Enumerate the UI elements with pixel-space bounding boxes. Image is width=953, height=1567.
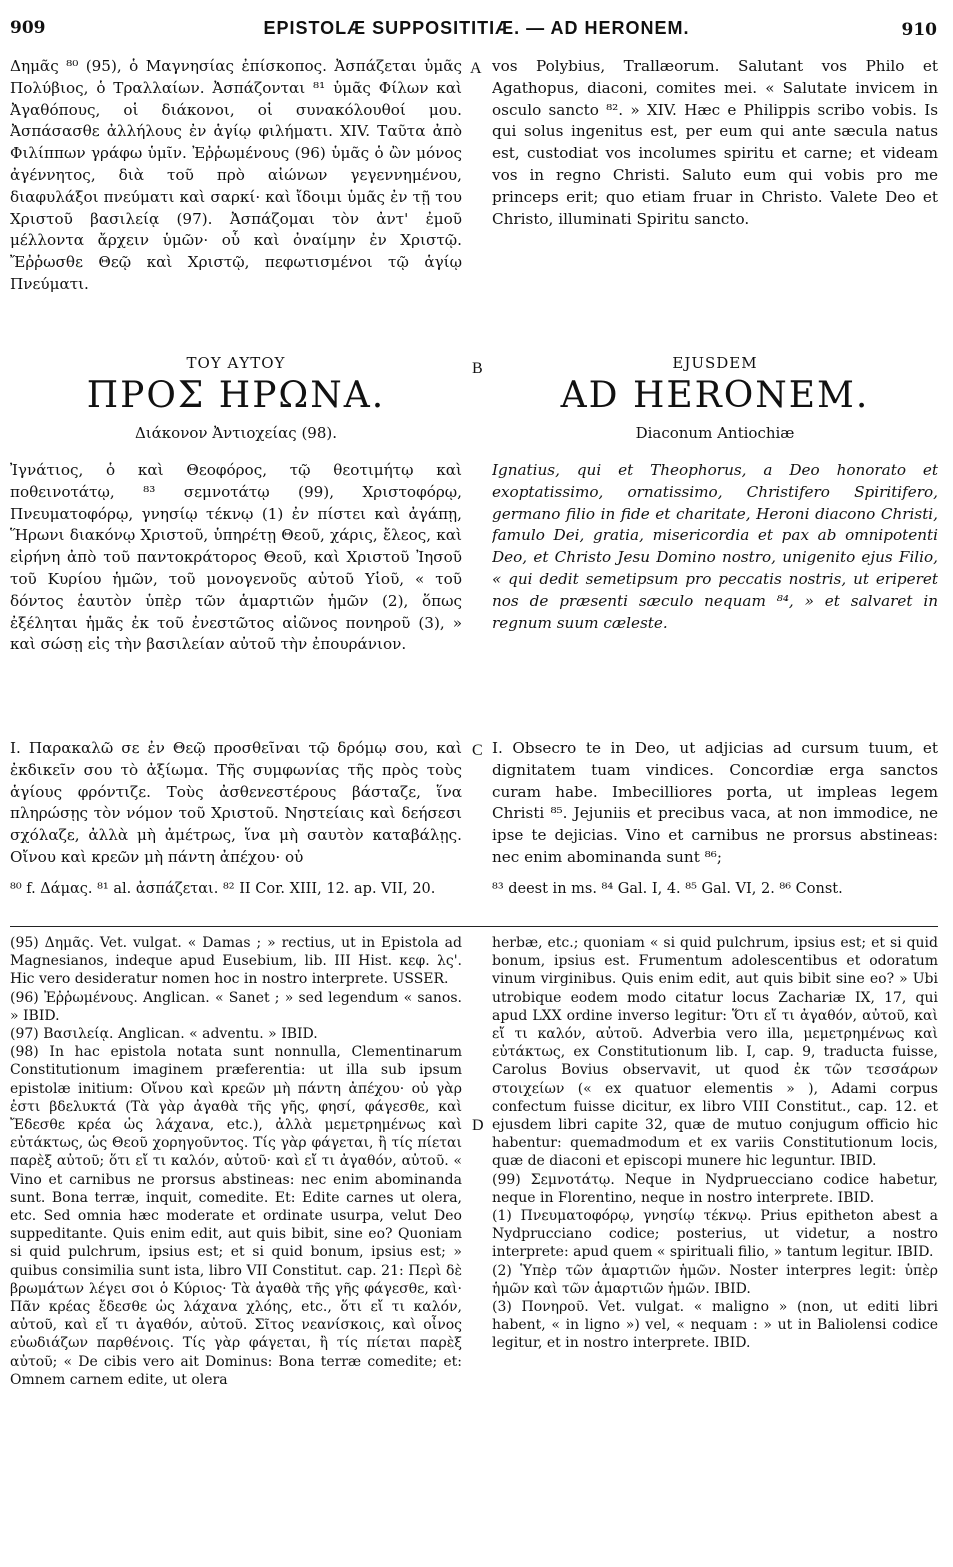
latin-chapter-1-text: I. Obsecro te in Deo, ut adjicias ad cursum tuum, et dignitatem tuam vindices. Concordiæ erga sanctos curam habe. Imbecilliores porta, ut impleas legem Christi ⁸⁵. Jejuniis et precibus vaca, at non immodice, ne ipse te dejicias. Vino et carnibus ne prorsus abstineas: nec enim abominanda sunt ⁸⁶;: [492, 739, 938, 866]
note-3: (3) Πονηροῦ. Vet. vulgat. « maligno » (non, ut editi libri habent, « in ligno ») vel, « nequam : » ut in Baliolensi codice legitur, et in nostro interprete. IBID.: [492, 1299, 938, 1352]
top-latin-paragraph: vos Polybius, Trallæorum. Salutant vos Philo et Agathopus, diaconi, comites mei. « Salutate invicem in osculo sancto ⁸². » XIV. Hæc e Philippis scribo vobis. Is qui solus ingenitus est, per eum qui ante sæcula natus est, custodiat vos incolumes spiritu et carne; et videam vos in regno Christi. Saluto eum qui vobis pro me princeps erit; quo etiam fruar in Christo. Valete Deo et Christo, illuminati Spiritu sancto.: [492, 57, 938, 228]
note-2: (2) Ὑπὲρ τῶν ἁμαρτιῶν ἡμῶν. Noster interpres legit: ὑπὲρ ἡμῶν καὶ τῶν ἁμαρτιῶν ἡμῶν. IBID.: [492, 1262, 938, 1297]
footnotes-left: ⁸⁰ f. Δάμας. ⁸¹ al. ἀσπάζεται. ⁸² II Cor. XIII, 12. ap. VII, 20.: [10, 881, 436, 897]
greek-salutation: [10, 460, 462, 722]
note-96: (96) Ἐῤῥωμένους. Anglican. « Sanet ; » sed legendum « sanos. » IBID.: [10, 989, 462, 1024]
latin-chapter-1: [492, 738, 938, 874]
margin-marker-a: A: [470, 60, 482, 77]
page-number-right: 910: [901, 20, 937, 40]
latin-salutation-text: Ignatius, qui et Theophorus, a Deo honorato et exoptatissimo, ornatissimo, Christifero Spiritifero, germano filio in fide et charitate, Heroni diacono Christi, famulo Dei, gratia, misericordia et pax ab omnipotenti Deo, et Christo Jesu Domino nostro, unigenito ejus Filio, « qui dedit semetipsum pro peccatis nostris, ut eriperet nos de præsenti sæculo nequam ⁸⁴, » et salvaret in regnum suum cæleste.: [492, 461, 938, 632]
note-1: (1) Πνευματοφόρῳ, γνησίῳ τέκνῳ. Prius epitheton abest a Nydprucciano codice; posterius, ut videtur, a nostro interprete: apud quem « spirituali filio, » tantum legitur. IBID.: [492, 1208, 938, 1261]
note-97: (97) Βασιλείᾳ. Anglican. « adventu. » IBID.: [10, 1026, 318, 1043]
margin-marker-d: D: [472, 1117, 484, 1134]
greek-heading: [10, 354, 462, 442]
latin-heading-big: AD HERONEM.: [560, 375, 870, 416]
notes-divider: [10, 926, 938, 927]
margin-marker-c: C: [472, 742, 483, 759]
latin-heading-sub: Diaconum Antiochiæ: [635, 424, 795, 442]
latin-salutation: [492, 460, 938, 722]
running-title: EPISTOLÆ SUPPOSITITIÆ. — AD HERONEM.: [263, 18, 690, 38]
note-95: (95) Δημᾶς. Vet. vulgat. « Damas ; » rectius, ut in Epistola ad Magnesianos, indeque apud Eusebium, lib. III Hist. κεφ. λς'. Hic vero desideratur nomen hoc in nostro interprete. USSER.: [10, 935, 462, 988]
latin-heading: [492, 354, 938, 442]
note-98-continued: herbæ, etc.; quoniam « si quid pulchrum, ipsius est; et si quid bonum, ipsius est. Frumentum adolescentibus et odoratum vinum virginibus. Quis enim edit, aut quis bibit sine eo? » Ubi utrobique eodem modo citatur locus Zachariæ IX, 17, qui apud LXX ordine inverso legitur: Ὅτι εἴ τι ἀγαθόν, αὐτοῦ, καὶ εἴ τι καλόν, αὐτοῦ. Adverbia vero illa, μεμετρημένως καὶ εὐτάκτως, ex Constitutionum lib. I, cap. 9, traducta fuisse, Carolus Bovius observavit, ut quod ἐκ τῶν τεσσάρων στοιχείων (« ex quatuor elementis » ), Adami corpus confectum fuisse dicitur, ex libro VIII Constitut., cap. 12. et ejusdem libri capite 32, quæ de mutuo conjugum officio hic habentur: quemadmodum et ex variis Constitutionum locis, quæ de diaconi et episcopi munere hic leguntur. IBID.: [492, 935, 938, 1170]
page-number-left: 909: [10, 18, 46, 38]
footnotes-right: ⁸³ deest in ms. ⁸⁴ Gal. I, 4. ⁸⁵ Gal. VI, 2. ⁸⁶ Const.: [492, 881, 843, 897]
greek-heading-big: ΠΡΟΣ ΗΡΩΝΑ.: [86, 375, 386, 416]
top-greek-text: [10, 56, 462, 318]
latin-heading-small: EJUSDEM: [672, 354, 758, 372]
top-greek-paragraph: Δημᾶς ⁸⁰ (95), ὁ Μαγνησίας ἐπίσκοπος. Ἀσπάζεται ὑμᾶς Πολύβιος, ὁ Τραλλαίων. Ἀσπάζονται ⁸¹ ὑμᾶς Φίλων καὶ Ἀγαθόπους, οἱ διάκονοι, οἱ συνακόλουθοί μου. Ἀσπάσασθε ἀλλήλους ἐν ἁγίῳ φιλήματι. XIV. Ταῦτα ἀπὸ Φιλίππων γράφω ὑμῖν. Ἐῤῥωμένους (96) ὑμᾶς ὁ ὢν μόνος ἀγέννητος, διὰ τοῦ πρὸ αἰώνων γεγεννημένου, διαφυλάξοι πνεύματι καὶ σαρκί· καὶ ἴδοιμι ὑμᾶς ἐν τῇ του Χριστοῦ βασιλείᾳ (97). Ἀσπάζομαι τὸν ἀντ' ἐμοῦ μέλλοντα ἄρχειν ὑμῶν· οὗ καὶ ὀναίμην ἐν Χριστῷ. Ἔῤῥωσθε Θεῷ καὶ Χριστῷ, πεφωτισμένοι τῷ ἁγίῳ Πνεύματι.: [10, 57, 462, 293]
greek-chapter-1: [10, 738, 462, 874]
notes-right-column: [492, 934, 938, 1552]
greek-heading-small: ΤΟΥ ΑΥΤΟΥ: [186, 354, 286, 372]
greek-salutation-text: Ἰγνάτιος, ὁ καὶ Θεοφόρος, τῷ θεοτιμήτῳ καὶ ποθεινοτάτῳ, ⁸³ σεμνοτάτῳ (99), Χριστοφόρῳ, Πνευματοφόρῳ, γνησίῳ τέκνῳ (1) ἐν πίστει καὶ ἀγάπῃ, Ἥρωνι διακόνῳ Χριστοῦ, ὑπηρέτῃ Θεοῦ, χάρις, ἔλεος, καὶ εἰρήνη ἀπὸ τοῦ παντοκράτορος Θεοῦ, καὶ Χριστοῦ Ἰησοῦ τοῦ Κυρίου ἡμῶν, τοῦ μονογενοῦς αὐτοῦ Υἱοῦ, « τοῦ δόντος ἑαυτὸν ὑπὲρ τῶν ἁμαρτιῶν ἡμῶν (2), ὅπως ἐξέληται ἡμᾶς ἐκ τοῦ ἐνεστῶτος αἰῶνος πονηροῦ (3), » καὶ σώσῃ εἰς τὴν βασιλείαν αὐτοῦ τὴν ἐπουράνιον.: [10, 461, 462, 654]
greek-heading-sub: Διάκονον Ἀντιοχείας (98).: [134, 424, 338, 442]
note-98: (98) In hac epistola notata sunt nonnulla, Clementinarum Constitutionum imaginem præferentia: ut illa sub ipsum epistolæ initium: Οἴνου καὶ κρεῶν μὴ πάντη ἀπέχου· οὐ γὰρ ἐστι βδελυκτά (Τὰ γὰρ ἀγαθὰ τῆς γῆς, φησί, φάγεσθε, καὶ Ἔδεσθε κρέα ὡς λάχανα, etc.), ἀλλὰ μεμετρημένως καὶ εὐτάκτως, ὡς Θεοῦ χορηγοῦντος. Τίς γὰρ φάγεται, ἢ τίς πίεται παρὲξ αὐτοῦ; ὅτι εἴ τι καλόν, αὐτοῦ· καὶ εἴ τι ἀγαθόν, αὐτοῦ. « Vino et carnibus ne prorsus abstineas: nec enim abominanda sunt. Bona terræ, inquit, comedite. Et: Edite carnes ut olera, etc. Sed omnia hæc moderate et ordinate usurpa, velut Deo suppeditante. Quis enim edit, aut quis bibit, sine eo? Quoniam si quid pulchrum, ipsius est; et si quid bonum, ipsius est; » quibus consimilia sunt ista, libro VII Constitut. cap. 21: Περὶ δὲ βρωμάτων λέγει σοι ὁ Κύριος· Τὰ ἀγαθὰ τῆς γῆς φάγεσθε, καὶ· Πᾶν κρέας ἔδεσθε ὡς λάχανα χλόης, etc., ὅτι εἴ τι καλόν, αὐτοῦ, καὶ εἴ τι ἀγαθόν, αὐτοῦ. Σῖτος νεανίσκοις, καὶ οἶνος εὐωδιάζων παρθένοις. Τίς γὰρ φάγεται, ἢ τίς πίεται παρὲξ αὐτοῦ; « De cibis vero ait Dominus: Bona terræ comedite; et: Omnem carnem edite, ut olera: [10, 1044, 462, 1388]
top-latin-text: [492, 56, 938, 318]
greek-chapter-1-text: I. Παρακαλῶ σε ἐν Θεῷ προσθεῖναι τῷ δρόμῳ σου, καὶ ἐκδικεῖν σου τὸ ἀξίωμα. Τῆς συμφωνίας τῆς πρὸς τοὺς ἁγίους φρόντιζε. Τοὺς ἀσθενεστέρους βάσταζε, ἵνα πληρώσῃς τὸν νόμον τοῦ Χριστοῦ. Νηστείαις καὶ δεήσεσι σχόλαζε, ἀλλὰ μὴ ἀμέτρως, ἵνα μὴ σαυτὸν καταβάλῃς. Οἴνου καὶ κρεῶν μὴ πάντη ἀπέχου· οὐ: [10, 739, 462, 866]
notes-left-column: [10, 934, 462, 1552]
note-99: (99) Σεμνοτάτῳ. Neque in Nydpruecciano codice habetur, neque in Florentino, neque in nostro interprete. IBID.: [492, 1171, 938, 1206]
margin-marker-b: B: [472, 360, 483, 377]
